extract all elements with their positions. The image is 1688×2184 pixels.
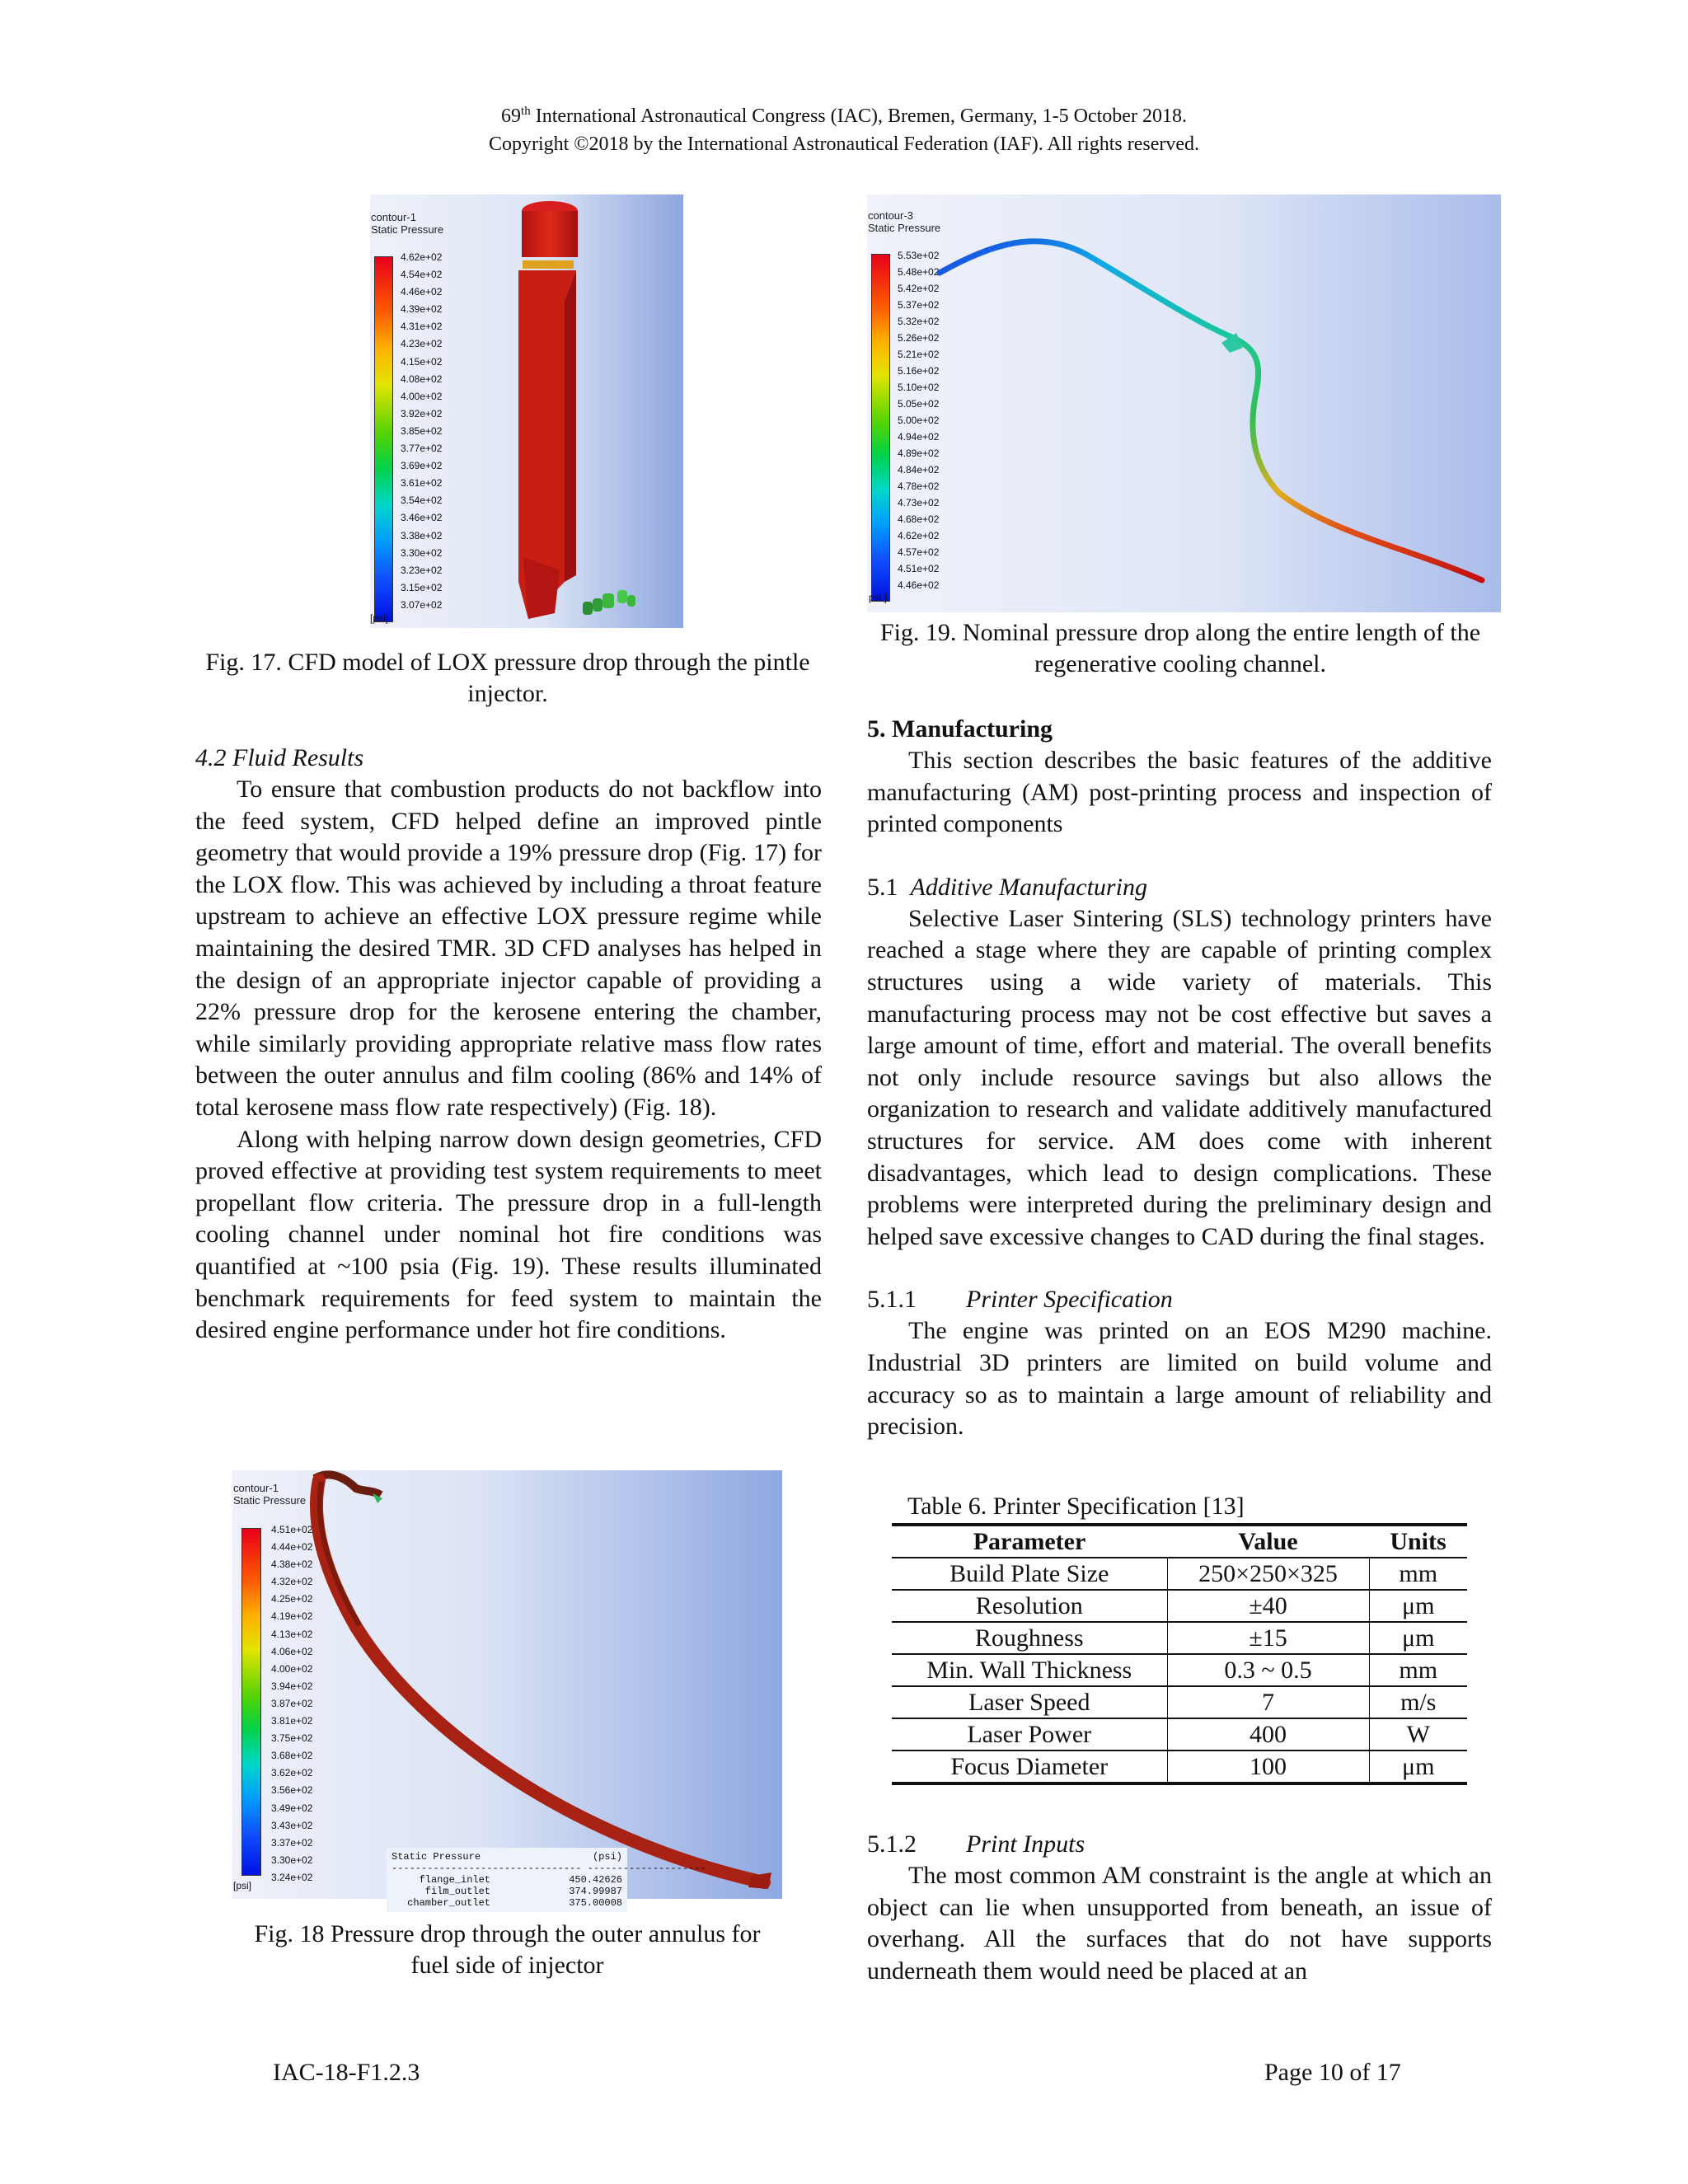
table-cell: 400 — [1167, 1718, 1369, 1750]
console-header-right: (psi) — [592, 1851, 622, 1863]
fig19-tick: 5.48e+02 — [898, 266, 940, 278]
fig18-tick: 4.00e+02 — [271, 1662, 313, 1675]
table-row — [892, 1750, 1467, 1783]
table-row — [892, 1558, 1467, 1590]
fig19-tick: 4.84e+02 — [898, 464, 940, 476]
table-cell: 250×250×325 — [1167, 1558, 1369, 1590]
table-header: Units — [1369, 1525, 1467, 1558]
table-cell: m/s — [1369, 1686, 1467, 1718]
fig19-legend-title: contour-3 Static Pressure — [868, 209, 941, 234]
table-cell: Min. Wall Thickness — [892, 1654, 1167, 1686]
footer-page-number: Page 10 of 17 — [1264, 2059, 1401, 2086]
fig19-tick: 4.62e+02 — [898, 530, 940, 541]
fig17-tick: 4.62e+02 — [401, 251, 443, 263]
fig19-tick: 5.32e+02 — [898, 316, 940, 327]
table-row — [892, 1654, 1467, 1686]
table-cell: 7 — [1167, 1686, 1369, 1718]
table-cell: 0.3 ~ 0.5 — [1167, 1654, 1369, 1686]
fig18-legend-title: contour-1 Static Pressure — [233, 1482, 307, 1507]
fig18-caption: Fig. 18 Pressure drop through the outer annulus for fuel side of injector — [254, 1920, 761, 1979]
fig18-tick: 3.62e+02 — [271, 1767, 313, 1779]
section-5-1-1-heading: 5.1.1 Printer Specification — [867, 1286, 1173, 1314]
fig17-unit: [psi] — [370, 612, 389, 624]
fig17-tick: 4.39e+02 — [401, 303, 443, 316]
console-row: flange_inlet 450.42626 — [419, 1874, 622, 1886]
fig17-tick: 3.46e+02 — [401, 512, 443, 524]
fig18-tick: 3.94e+02 — [271, 1680, 313, 1692]
fig18-tick: 3.87e+02 — [271, 1697, 313, 1709]
table-cell: 100 — [1167, 1750, 1369, 1783]
fig17-legend-title: contour-1 Static Pressure — [371, 211, 444, 236]
table-cell: ±40 — [1167, 1590, 1369, 1622]
fig17-tick: 3.30e+02 — [401, 546, 443, 559]
fig19-tick: 4.89e+02 — [898, 448, 940, 459]
fig18-tick: 3.43e+02 — [271, 1819, 313, 1831]
fig17-tick: 3.23e+02 — [401, 564, 443, 576]
fig17-tick: 3.15e+02 — [401, 581, 443, 593]
paragraph-printer-spec: The engine was printed on an EOS M290 machine. Industrial 3D printers are limited on build volume and accuracy so as to maintain a large amount of reliability and precision. — [867, 1317, 1492, 1441]
table-cell: W — [1369, 1718, 1467, 1750]
figure-17 — [370, 194, 683, 628]
fig17-tick: 3.38e+02 — [401, 529, 443, 541]
left-column — [195, 743, 822, 1347]
table-header-row — [892, 1525, 1467, 1558]
table-cell: μm — [1369, 1750, 1467, 1783]
fig19-caption: Fig. 19. Nominal pressure drop along the entire length of the regenerative cooling channel. — [879, 619, 1481, 677]
fig19-tick: 5.37e+02 — [898, 299, 940, 311]
fig17-injector-tip — [583, 590, 635, 615]
table-cell: Roughness — [892, 1622, 1167, 1654]
figure-19 — [867, 194, 1501, 612]
fig19-tick: 4.73e+02 — [898, 497, 940, 509]
fig19-tick: 4.51e+02 — [898, 563, 940, 574]
console-rule: -------------------------------- -------------------- — [392, 1863, 706, 1874]
header-line-2: Copyright ©2018 by the International Astronautical Federation (IAF). All rights reserved. — [488, 134, 1200, 155]
fig17-tick: 3.07e+02 — [401, 598, 443, 611]
fig17-tick: 4.00e+02 — [401, 390, 443, 402]
fig18-tick: 4.38e+02 — [271, 1558, 313, 1571]
fig19-tick: 4.78e+02 — [898, 480, 940, 492]
fig18-tick: 3.30e+02 — [271, 1854, 313, 1866]
fig17-tick: 3.77e+02 — [401, 443, 443, 455]
table-cell: Focus Diameter — [892, 1750, 1167, 1783]
table-header: Parameter — [892, 1525, 1167, 1558]
table-cell: mm — [1369, 1654, 1467, 1686]
fig19-tick: 5.10e+02 — [898, 382, 940, 393]
paragraph-additive-manufacturing: Selective Laser Sintering (SLS) technology printers have reached a stage where they are capable of printing complex structures using a wide variety of materials. This manufacturing process may not be cost effective but saves a large amount of time, effort and material. The overall benefits not only include resource savings but also allows the organization to research and validate additively manufactured structures for service. AM does come with inherent disadvantages, which lead to design complications. These problems were interpreted during the preliminary design and helped save excessive changes to CAD during the final stages. — [867, 904, 1492, 1250]
right-column — [867, 714, 1492, 1443]
paragraph-print-inputs: The most common AM constraint is the angle at which an object can lie when unsupported from beneath, an issue of overhang. All the surfaces that do not have supports underneath them would need be placed at an — [867, 1862, 1492, 1985]
header-line-1: 69th International Astronautical Congress (IAC), Bremen, Germany, 1-5 October 2018. — [501, 105, 1187, 127]
fig18-results-console — [387, 1848, 706, 1912]
paragraph-fluid-results-1: To ensure that combustion products do not backflow into the feed system, CFD helped define an improved pintle geometry that would provide a 19% pressure drop (Fig. 17) for the LOX flow. This was achieved by including a throat feature upstream to achieve an effective LOX pressure regime while maintaining the desired TMR. 3D CFD analyses has helped in the design of an appropriate injector capable of providing a 22% pressure drop for the kerosene entering the chamber, while similarly providing appropriate relative mass flow rates between the outer annulus and film cooling (86% and 14% of total kerosene mass flow rate respectively) (Fig. 18). — [195, 776, 822, 1121]
fig18-tick: 3.24e+02 — [271, 1871, 313, 1883]
table-cell: Build Plate Size — [892, 1558, 1167, 1590]
table-cell: Laser Speed — [892, 1686, 1167, 1718]
fig19-tick: 4.68e+02 — [898, 513, 940, 525]
section-5-1-heading: 5.1 Additive Manufacturing — [867, 873, 1147, 901]
paragraph-fluid-results-2: Along with helping narrow down design geometries, CFD proved effective at providing test system requirements to meet propellant flow criteria. The pressure drop in a full-length cooling channel under nominal hot fire conditions was quantified at ~100 psia (Fig. 19). These results illuminated benchmark requirements for feed system to maintain the desired engine performance under hot fire conditions. — [195, 1125, 822, 1344]
fig18-tick: 3.68e+02 — [271, 1750, 313, 1762]
fig19-tick: 5.21e+02 — [898, 349, 940, 360]
section-4-2-heading: 4.2 Fluid Results — [195, 744, 364, 771]
table-cell: mm — [1369, 1558, 1467, 1590]
fig17-tick: 4.23e+02 — [401, 338, 443, 350]
fig19-tick: 4.46e+02 — [898, 579, 940, 591]
fig17-tick: 3.85e+02 — [401, 424, 443, 437]
console-row: chamber_outlet 375.00008 — [407, 1897, 622, 1909]
fig19-tick: 5.16e+02 — [898, 365, 940, 377]
fig17-tick: 4.46e+02 — [401, 286, 443, 298]
fig18-tick: 4.13e+02 — [271, 1628, 313, 1640]
fig18-tick: 4.44e+02 — [271, 1541, 313, 1554]
fig17-caption: Fig. 17. CFD model of LOX pressure drop through the pintle injector. — [205, 649, 810, 707]
fig17-model — [370, 194, 683, 628]
table-header: Value — [1167, 1525, 1369, 1558]
fig18-tick: 3.56e+02 — [271, 1784, 313, 1797]
fig17-tick: 4.15e+02 — [401, 355, 443, 368]
fig19-tick: 5.42e+02 — [898, 283, 940, 294]
fig18-tick: 4.06e+02 — [271, 1645, 313, 1657]
print-inputs-section — [867, 1829, 1492, 1987]
table6-caption: Table 6. Printer Specification [13] — [907, 1493, 1245, 1520]
fig18-tick: 3.81e+02 — [271, 1715, 313, 1727]
table-cell: Resolution — [892, 1590, 1167, 1622]
section-5-heading: 5. Manufacturing — [867, 715, 1053, 743]
fig17-tick: 4.08e+02 — [401, 373, 443, 385]
footer-paper-id: IAC-18-F1.2.3 — [273, 2059, 420, 2086]
table-cell: μm — [1369, 1622, 1467, 1654]
fig18-tick: 4.32e+02 — [271, 1576, 313, 1588]
table-cell: ±15 — [1167, 1622, 1369, 1654]
console-header-left: Static Pressure — [392, 1851, 481, 1863]
fig18-unit: [psi] — [233, 1880, 252, 1891]
fig19-unit: psi ] — [869, 592, 888, 603]
fig18-tick: 4.19e+02 — [271, 1610, 313, 1623]
table-cell: μm — [1369, 1590, 1467, 1622]
fig17-tick: 3.69e+02 — [401, 460, 443, 472]
table-row — [892, 1590, 1467, 1622]
table-row — [892, 1686, 1467, 1718]
fig17-tick: 3.61e+02 — [401, 477, 443, 490]
fig18-tick: 4.51e+02 — [271, 1524, 313, 1535]
table-row — [892, 1622, 1467, 1654]
fig18-tick: 4.25e+02 — [271, 1593, 313, 1605]
fig19-tick: 4.94e+02 — [898, 431, 940, 443]
console-row: film_outlet 374.99987 — [424, 1886, 622, 1897]
paragraph-manufacturing: This section describes the basic features of the additive manufacturing (AM) post-printing process and inspection of printed components — [867, 747, 1492, 838]
printer-spec-table — [892, 1523, 1467, 1785]
fig17-tick: 4.54e+02 — [401, 269, 443, 281]
fig17-tick: 3.54e+02 — [401, 494, 443, 507]
fig19-tick: 5.00e+02 — [898, 415, 940, 426]
figure-18 — [232, 1470, 782, 1909]
fig19-tick: 5.53e+02 — [898, 250, 940, 261]
fig18-tick: 3.75e+02 — [271, 1732, 313, 1745]
table-cell: Laser Power — [892, 1718, 1167, 1750]
section-5-1-2-heading: 5.1.2 Print Inputs — [867, 1830, 1085, 1858]
page-header — [0, 97, 1688, 158]
fig17-tick: 3.92e+02 — [401, 407, 443, 419]
fig19-tick: 4.57e+02 — [898, 546, 940, 558]
fig18-tick: 3.37e+02 — [271, 1836, 313, 1849]
fig19-channel — [867, 194, 1501, 612]
fig17-tick: 4.31e+02 — [401, 321, 443, 333]
fig19-tick: 5.05e+02 — [898, 398, 940, 410]
fig18-tick: 3.49e+02 — [271, 1802, 313, 1814]
fig18-annulus — [232, 1470, 782, 1899]
fig19-tick: 5.26e+02 — [898, 332, 940, 344]
table-row — [892, 1718, 1467, 1750]
